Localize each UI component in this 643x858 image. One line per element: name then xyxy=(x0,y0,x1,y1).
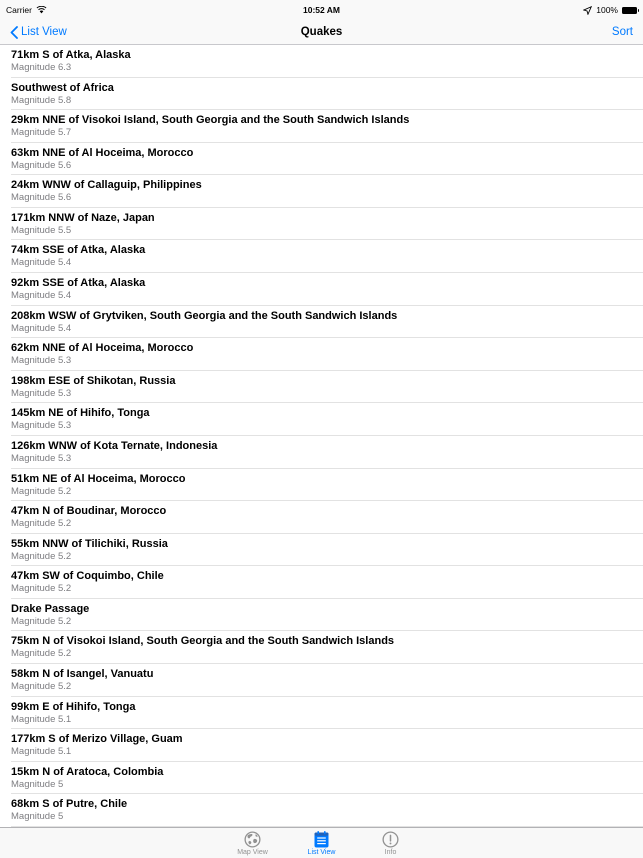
status-time: 10:52 AM xyxy=(302,5,340,15)
quake-place-label: 145km NE of Hihifo, Tonga xyxy=(11,407,150,420)
chevron-left-icon xyxy=(10,26,18,39)
quake-place-label: Drake Passage xyxy=(11,602,90,615)
quake-place-label: 62km NNE of Al Hoceima, Morocco xyxy=(11,342,194,355)
quake-list-item[interactable] xyxy=(0,143,643,176)
tab-label: List View xyxy=(307,849,336,856)
quake-magnitude-label: Magnitude 5.3 xyxy=(11,452,72,464)
tab-map-view[interactable] xyxy=(218,828,287,858)
quake-magnitude-label: Magnitude 5.4 xyxy=(11,322,72,334)
quake-place-label: 51km NE of Al Hoceima, Morocco xyxy=(11,472,186,485)
quake-place-label: 171km NNW of Naze, Japan xyxy=(11,211,155,224)
quake-place-label: 68km S of Putre, Chile xyxy=(11,798,128,811)
tab-label: Info xyxy=(384,849,397,856)
quake-magnitude-label: Magnitude 5.6 xyxy=(11,159,72,171)
quake-magnitude-label: Magnitude 5.6 xyxy=(11,192,72,204)
quake-place-label: 208km WSW of Grytviken, South Georgia and the South Sandwich Islands xyxy=(11,309,398,322)
quake-magnitude-label: Magnitude 5.8 xyxy=(11,94,72,106)
quake-magnitude-label: Magnitude 5.1 xyxy=(11,713,72,725)
quake-list-item[interactable] xyxy=(0,534,643,567)
quake-place-label: 55km NNW of Tilichiki, Russia xyxy=(11,537,168,550)
back-button-label: List View xyxy=(21,26,67,38)
quake-list-item[interactable] xyxy=(0,175,643,208)
quake-magnitude-label: Magnitude 5 xyxy=(11,778,64,790)
quake-list-item[interactable] xyxy=(0,45,643,78)
globe-icon xyxy=(244,830,261,848)
quake-magnitude-label: Magnitude 5.5 xyxy=(11,224,72,236)
carrier-label: Carrier xyxy=(6,5,32,15)
tab-bar xyxy=(0,827,643,858)
navigation-bar xyxy=(0,20,643,45)
quake-magnitude-label: Magnitude 5 xyxy=(11,811,64,823)
quake-list-item[interactable] xyxy=(0,631,643,664)
quake-place-label: 24km WNW of Callaguip, Philippines xyxy=(11,179,202,192)
quake-place-label: 126km WNW of Kota Ternate, Indonesia xyxy=(11,439,218,452)
quake-place-label: 63km NNE of Al Hoceima, Morocco xyxy=(11,146,194,159)
quake-list-item[interactable] xyxy=(0,110,643,143)
quake-magnitude-label: Magnitude 6.3 xyxy=(11,62,72,73)
quake-magnitude-label: Magnitude 5.2 xyxy=(11,648,72,660)
quake-place-label: 177km S of Merizo Village, Guam xyxy=(11,733,183,746)
quake-list-item[interactable] xyxy=(0,371,643,404)
quake-list-item[interactable] xyxy=(0,436,643,469)
quake-place-label: 75km N of Visokoi Island, South Georgia and the South Sandwich Islands xyxy=(11,635,395,648)
quake-magnitude-label: Magnitude 5.3 xyxy=(11,387,72,399)
quake-place-label: 74km SSE of Atka, Alaska xyxy=(11,244,146,257)
quake-list-item[interactable] xyxy=(0,403,643,436)
quake-magnitude-label: Magnitude 5.3 xyxy=(11,420,72,432)
list-icon xyxy=(314,830,329,848)
quake-list-item[interactable] xyxy=(0,664,643,697)
battery-icon xyxy=(622,7,637,14)
tab-info[interactable] xyxy=(356,828,425,858)
quake-magnitude-label: Magnitude 5.7 xyxy=(11,127,72,139)
quake-magnitude-label: Magnitude 5.2 xyxy=(11,583,72,595)
quake-list-item[interactable] xyxy=(0,794,643,827)
quake-list-item[interactable] xyxy=(0,501,643,534)
quake-list-item[interactable] xyxy=(0,273,643,306)
quake-place-label: 99km E of Hihifo, Tonga xyxy=(11,700,136,713)
quake-place-label: 29km NNE of Visokoi Island, South Georgia and the South Sandwich Islands xyxy=(11,114,410,127)
quake-place-label: 47km N of Boudinar, Morocco xyxy=(11,505,167,518)
quake-list-item[interactable] xyxy=(0,78,643,111)
quake-place-label: 71km S of Atka, Alaska xyxy=(11,49,131,61)
quake-place-label: 47km SW of Coquimbo, Chile xyxy=(11,570,164,583)
quake-list-item[interactable] xyxy=(0,729,643,762)
wifi-icon xyxy=(36,6,47,14)
quake-list-item[interactable] xyxy=(0,240,643,273)
quake-place-label: 198km ESE of Shikotan, Russia xyxy=(11,374,176,387)
quake-list-item[interactable] xyxy=(0,208,643,241)
info-icon xyxy=(382,830,399,848)
quake-list-item[interactable] xyxy=(0,469,643,502)
quake-magnitude-label: Magnitude 5.1 xyxy=(11,746,72,758)
battery-percent: 100% xyxy=(596,5,618,15)
quake-magnitude-label: Magnitude 5.2 xyxy=(11,518,72,530)
tab-list-view[interactable] xyxy=(287,828,356,858)
quake-list-item[interactable] xyxy=(0,338,643,371)
quake-magnitude-label: Magnitude 5.4 xyxy=(11,257,72,269)
quake-magnitude-label: Magnitude 5.2 xyxy=(11,485,72,497)
quake-magnitude-label: Magnitude 5.2 xyxy=(11,615,72,627)
page-title: Quakes xyxy=(300,26,343,38)
quake-list-item[interactable] xyxy=(0,762,643,795)
quake-place-label: Southwest of Africa xyxy=(11,81,114,94)
quake-magnitude-label: Magnitude 5.4 xyxy=(11,290,72,302)
back-button[interactable] xyxy=(10,26,67,39)
quake-list-item[interactable] xyxy=(0,599,643,632)
quake-magnitude-label: Magnitude 5.2 xyxy=(11,550,72,562)
sort-button[interactable]: Sort xyxy=(611,26,633,38)
tab-label: Map View xyxy=(237,849,268,856)
quake-place-label: 58km N of Isangel, Vanuatu xyxy=(11,667,154,680)
quake-list-item[interactable] xyxy=(0,306,643,339)
quake-list-item[interactable] xyxy=(0,697,643,730)
quake-list xyxy=(0,45,643,827)
quake-list-item[interactable] xyxy=(0,566,643,599)
location-arrow-icon xyxy=(583,6,592,15)
quake-place-label: 15km N of Aratoca, Colombia xyxy=(11,765,164,778)
quake-magnitude-label: Magnitude 5.3 xyxy=(11,355,72,367)
status-bar xyxy=(0,0,643,20)
quake-place-label: 92km SSE of Atka, Alaska xyxy=(11,277,146,290)
quake-magnitude-label: Magnitude 5.2 xyxy=(11,680,72,692)
